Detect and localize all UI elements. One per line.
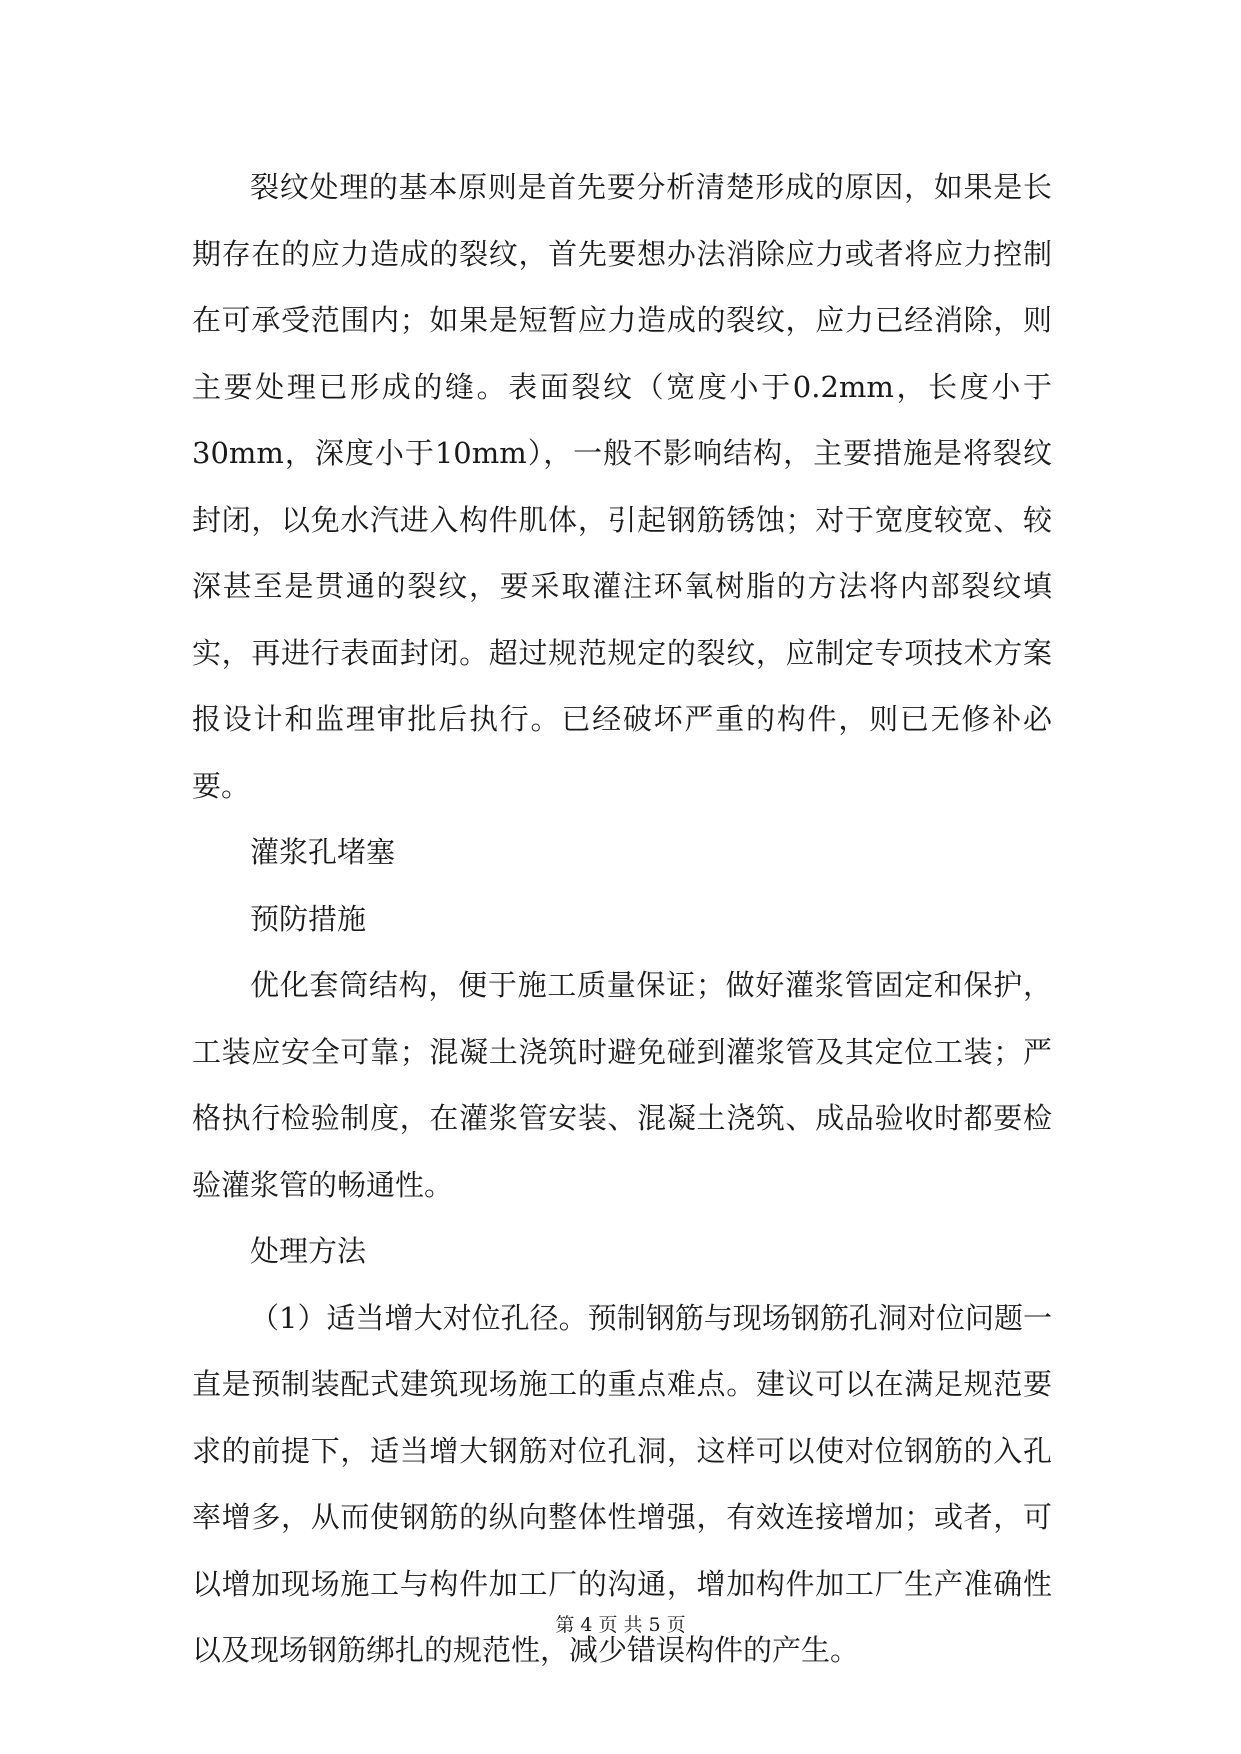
paragraph-treatment-method-1: （1）适当增大对位孔径。预制钢筋与现场钢筋孔洞对位问题一直是预制装配式建筑现场施工的重点难点。建议可以在满足规范要求的前提下，适当增大钢筋对位孔洞，这样可以使对位钢筋的入孔率增多，从而使钢筋的纵向整体性增强，有效连接增加；或者，可以增加现场施工与构件加工厂的沟通，增加构件加工厂生产准确性以及现场钢筋绑扎的规范性，减少错误构件的产生。 [192,1300,1052,1667]
paragraph-crack-treatment: 裂纹处理的基本原则是首先要分析清楚形成的原因，如果是长期存在的应力造成的裂纹，首先要想办法消除应力或者将应力控制在可承受范围内；如果是短暂应力造成的裂纹，应力已经消除，则主要处理已形成的缝。表面裂纹（宽度小于0.2mm，长度小于30mm，深度小于10mm），一般不影响结构，主要措施是将裂纹封闭，以免水汽进入构件肌体，引起钢筋锈蚀；对于宽度较宽、较深甚至是贯通的裂纹，要采取灌注环氧树脂的方法将内部裂纹填实，再进行表面封闭。超过规范规定的裂纹，应制定专项技术方案报设计和监理审批后执行。已经破坏严重的构件，则已无修补必要。 [192,170,1052,803]
heading-grout-hole-blockage: 灌浆孔堵塞 [250,835,396,869]
document-body [192,154,1052,1684]
paragraph-preventive-measures: 优化套筒结构，便于施工质量保证；做好灌浆管固定和保护，工装应安全可靠；混凝土浇筑时避免碰到灌浆管及其定位工装；严格执行检验制度，在灌浆管安装、混凝土浇筑、成品验收时都要检验灌浆管的畅通性。 [192,968,1052,1202]
heading-preventive-measures: 预防措施 [250,901,367,936]
page-number-footer: 第 4 页 共 5 页 [555,1614,686,1636]
heading-treatment-methods: 处理方法 [250,1234,367,1268]
